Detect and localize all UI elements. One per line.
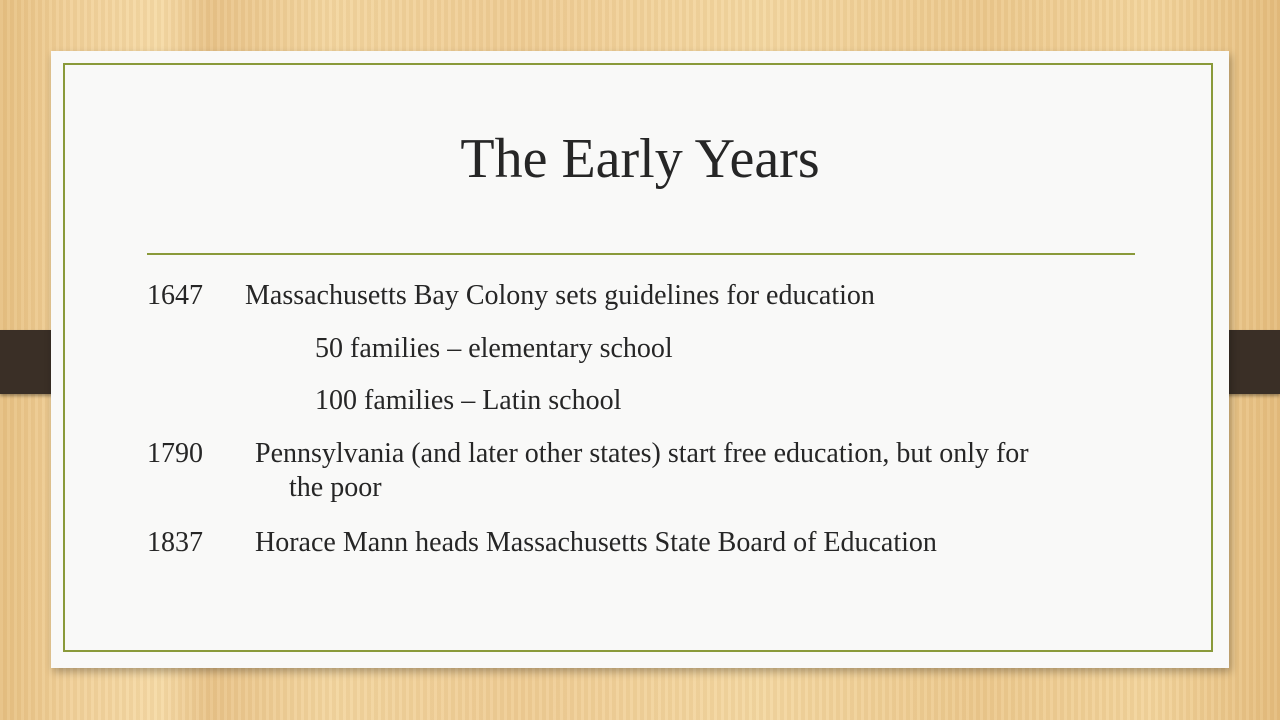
entry-text: 100 families – Latin school bbox=[315, 385, 622, 416]
entry-text: 50 families – elementary school bbox=[315, 333, 673, 364]
entry-text-continuation: the poor bbox=[289, 472, 382, 503]
entry-year: 1837 bbox=[147, 527, 203, 558]
slide-title: The Early Years bbox=[460, 128, 820, 190]
entry-year: 1647 bbox=[147, 280, 203, 311]
entry-text: Pennsylvania (and later other states) start free education, but only for bbox=[255, 438, 1029, 469]
slide-card bbox=[51, 51, 1229, 668]
entry-text: Massachusetts Bay Colony sets guidelines for education bbox=[245, 280, 875, 311]
title-divider bbox=[147, 253, 1135, 255]
entry-year: 1790 bbox=[147, 438, 203, 469]
entry-text: Horace Mann heads Massachusetts State Board of Education bbox=[255, 527, 937, 558]
